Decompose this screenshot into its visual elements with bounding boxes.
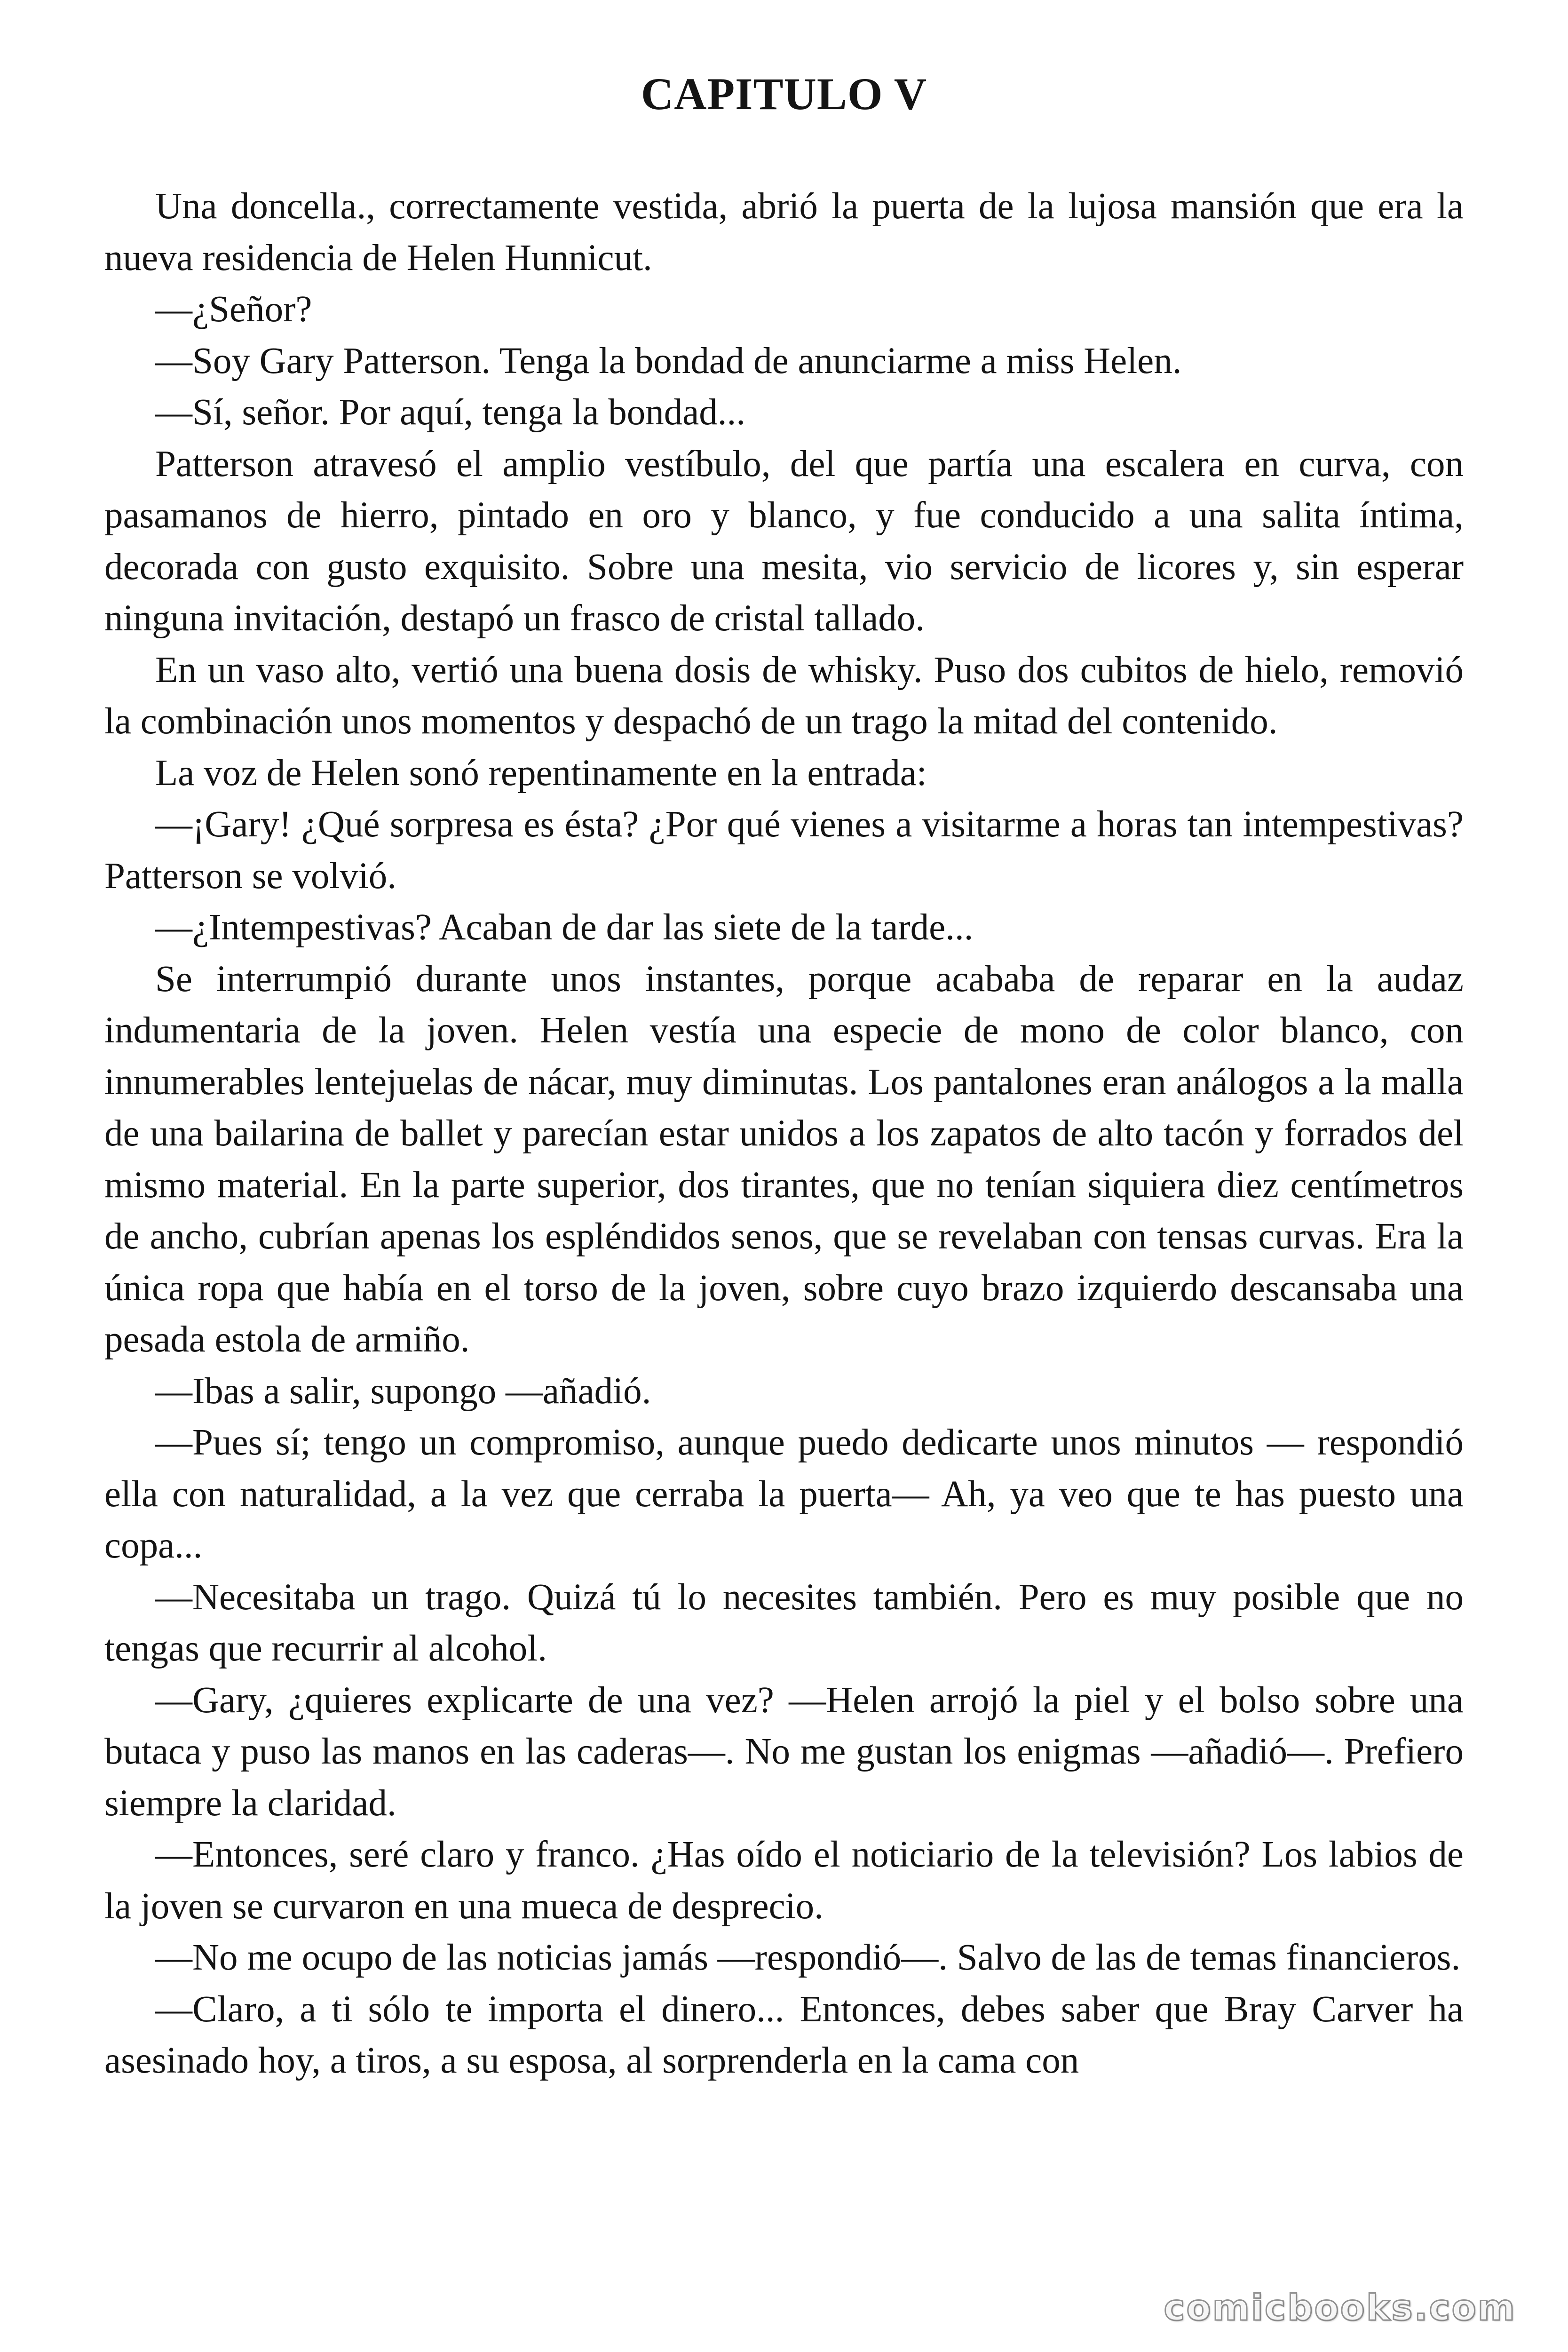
watermark-logo: comicbooks.com: [1164, 2287, 1516, 2328]
paragraph: —Necesitaba un trago. Quizá tú lo necesites también. Pero es muy posible que no tengas que recurrir al alcohol.: [104, 1576, 1464, 1669]
paragraph: —Pues sí; tengo un compromiso, aunque puedo dedicarte unos minutos — respondió ella con naturalidad, a la vez que cerraba la puerta— Ah, ya veo que te has puesto una copa...: [104, 1422, 1464, 1566]
paragraph: —¡Gary! ¿Qué sorpresa es ésta? ¿Por qué vienes a visitarme a horas tan intempestivas? Patterson se volvió.: [104, 804, 1464, 897]
paragraph: —¿Señor?: [155, 289, 312, 330]
paragraph: La voz de Helen sonó repentinamente en la entrada:: [155, 752, 927, 794]
paragraph: —Gary, ¿quieres explicarte de una vez? —Helen arrojó la piel y el bolso sobre una butaca y puso las manos en las caderas—. No me gustan los enigmas —añadió—. Prefiero siempre la claridad.: [104, 1679, 1464, 1824]
chapter-body: [104, 181, 1464, 2087]
paragraph: —¿Intempestivas? Acaban de dar las siete de la tarde...: [155, 907, 974, 948]
paragraph: Se interrumpió durante unos instantes, porque acababa de reparar en la audaz indumentaria de la joven. Helen vestía una especie de mono de color blanco, con innumerables lentejuelas de nácar, muy diminutas. Los pantalones eran análogos a la malla de una bailarina de ballet y parecían estar unidos a los zapatos de alto tacón y forrados del mismo material. En la parte superior, dos tirantes, que no tenían siquiera diez centímetros de ancho, cubrían apenas los espléndidos senos, que se revelaban con tensas curvas. Era la única ropa que había en el torso de la joven, sobre cuyo brazo izquierdo descansaba una pesada estola de armiño.: [104, 958, 1464, 1360]
paragraph: —Soy Gary Patterson. Tenga la bondad de anunciarme a miss Helen.: [155, 340, 1182, 381]
chapter-title: CAPITULO V: [641, 69, 927, 119]
paragraph: Una doncella., correctamente vestida, abrió la puerta de la lujosa mansión que era la nueva residencia de Helen Hunnicut.: [104, 186, 1464, 278]
paragraph: —Ibas a salir, supongo —añadió.: [155, 1370, 651, 1412]
paragraph: —Entonces, seré claro y franco. ¿Has oído el noticiario de la televisión? Los labios de la joven se curvaron en una mueca de desprecio.: [104, 1834, 1464, 1927]
paragraph: —No me ocupo de las noticias jamás —respondió—. Salvo de las de temas financieros.: [155, 1937, 1461, 1978]
paragraph: —Sí, señor. Por aquí, tenga la bondad...: [155, 392, 746, 433]
paragraph: —Claro, a ti sólo te importa el dinero... Entonces, debes saber que Bray Carver ha asesinado hoy, a tiros, a su esposa, al sorprenderla en la cama con: [104, 1988, 1464, 2081]
paragraph: En un vaso alto, vertió una buena dosis de whisky. Puso dos cubitos de hielo, removió la combinación unos momentos y despachó de un trago la mitad del contenido.: [104, 649, 1464, 742]
paragraph: Patterson atravesó el amplio vestíbulo, del que partía una escalera en curva, con pasamanos de hierro, pintado en oro y blanco, y fue conducido a una salita íntima, decorada con gusto exquisito. Sobre una mesita, vio servicio de licores y, sin esperar ninguna invitación, destapó un frasco de cristal tallado.: [104, 443, 1464, 639]
